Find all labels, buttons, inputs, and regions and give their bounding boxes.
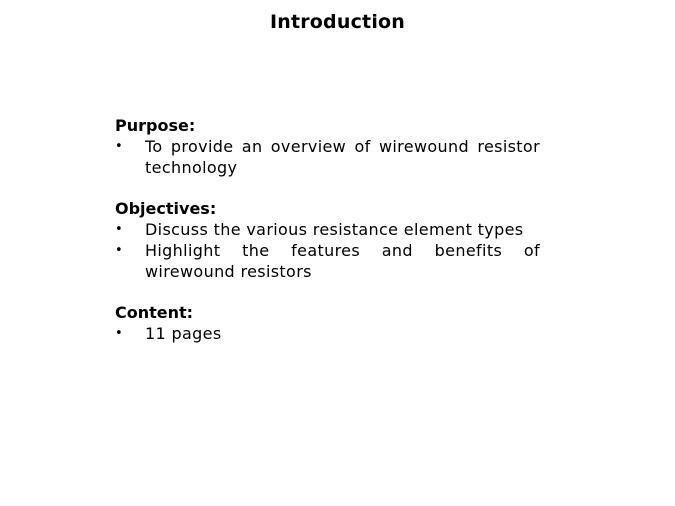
- bullet-icon: •: [115, 243, 124, 258]
- content-item: [115, 323, 540, 344]
- slide-body: [115, 116, 540, 365]
- content-heading: Content:: [115, 303, 194, 322]
- objectives-item-text: Highlight the features and benefits of wirewound resistors: [145, 241, 540, 281]
- objectives-item-text: Discuss the various resistance element types: [145, 220, 524, 239]
- content-section: [115, 303, 540, 344]
- purpose-section: [115, 116, 540, 178]
- content-item-text: 11 pages: [145, 324, 222, 343]
- slide-title: Introduction: [269, 11, 406, 33]
- bullet-icon: •: [115, 326, 124, 341]
- objectives-heading: Objectives:: [115, 199, 217, 218]
- bullet-icon: •: [115, 139, 124, 154]
- purpose-heading: Purpose:: [115, 116, 196, 135]
- purpose-list: [115, 136, 540, 178]
- objectives-list: [115, 219, 540, 282]
- objectives-section: [115, 199, 540, 282]
- purpose-item: [115, 136, 540, 178]
- purpose-item-text: To provide an overview of wirewound resistor technology: [145, 137, 540, 177]
- objectives-item: [115, 240, 540, 282]
- content-list: [115, 323, 540, 344]
- objectives-item: [115, 219, 540, 240]
- bullet-icon: •: [115, 222, 124, 237]
